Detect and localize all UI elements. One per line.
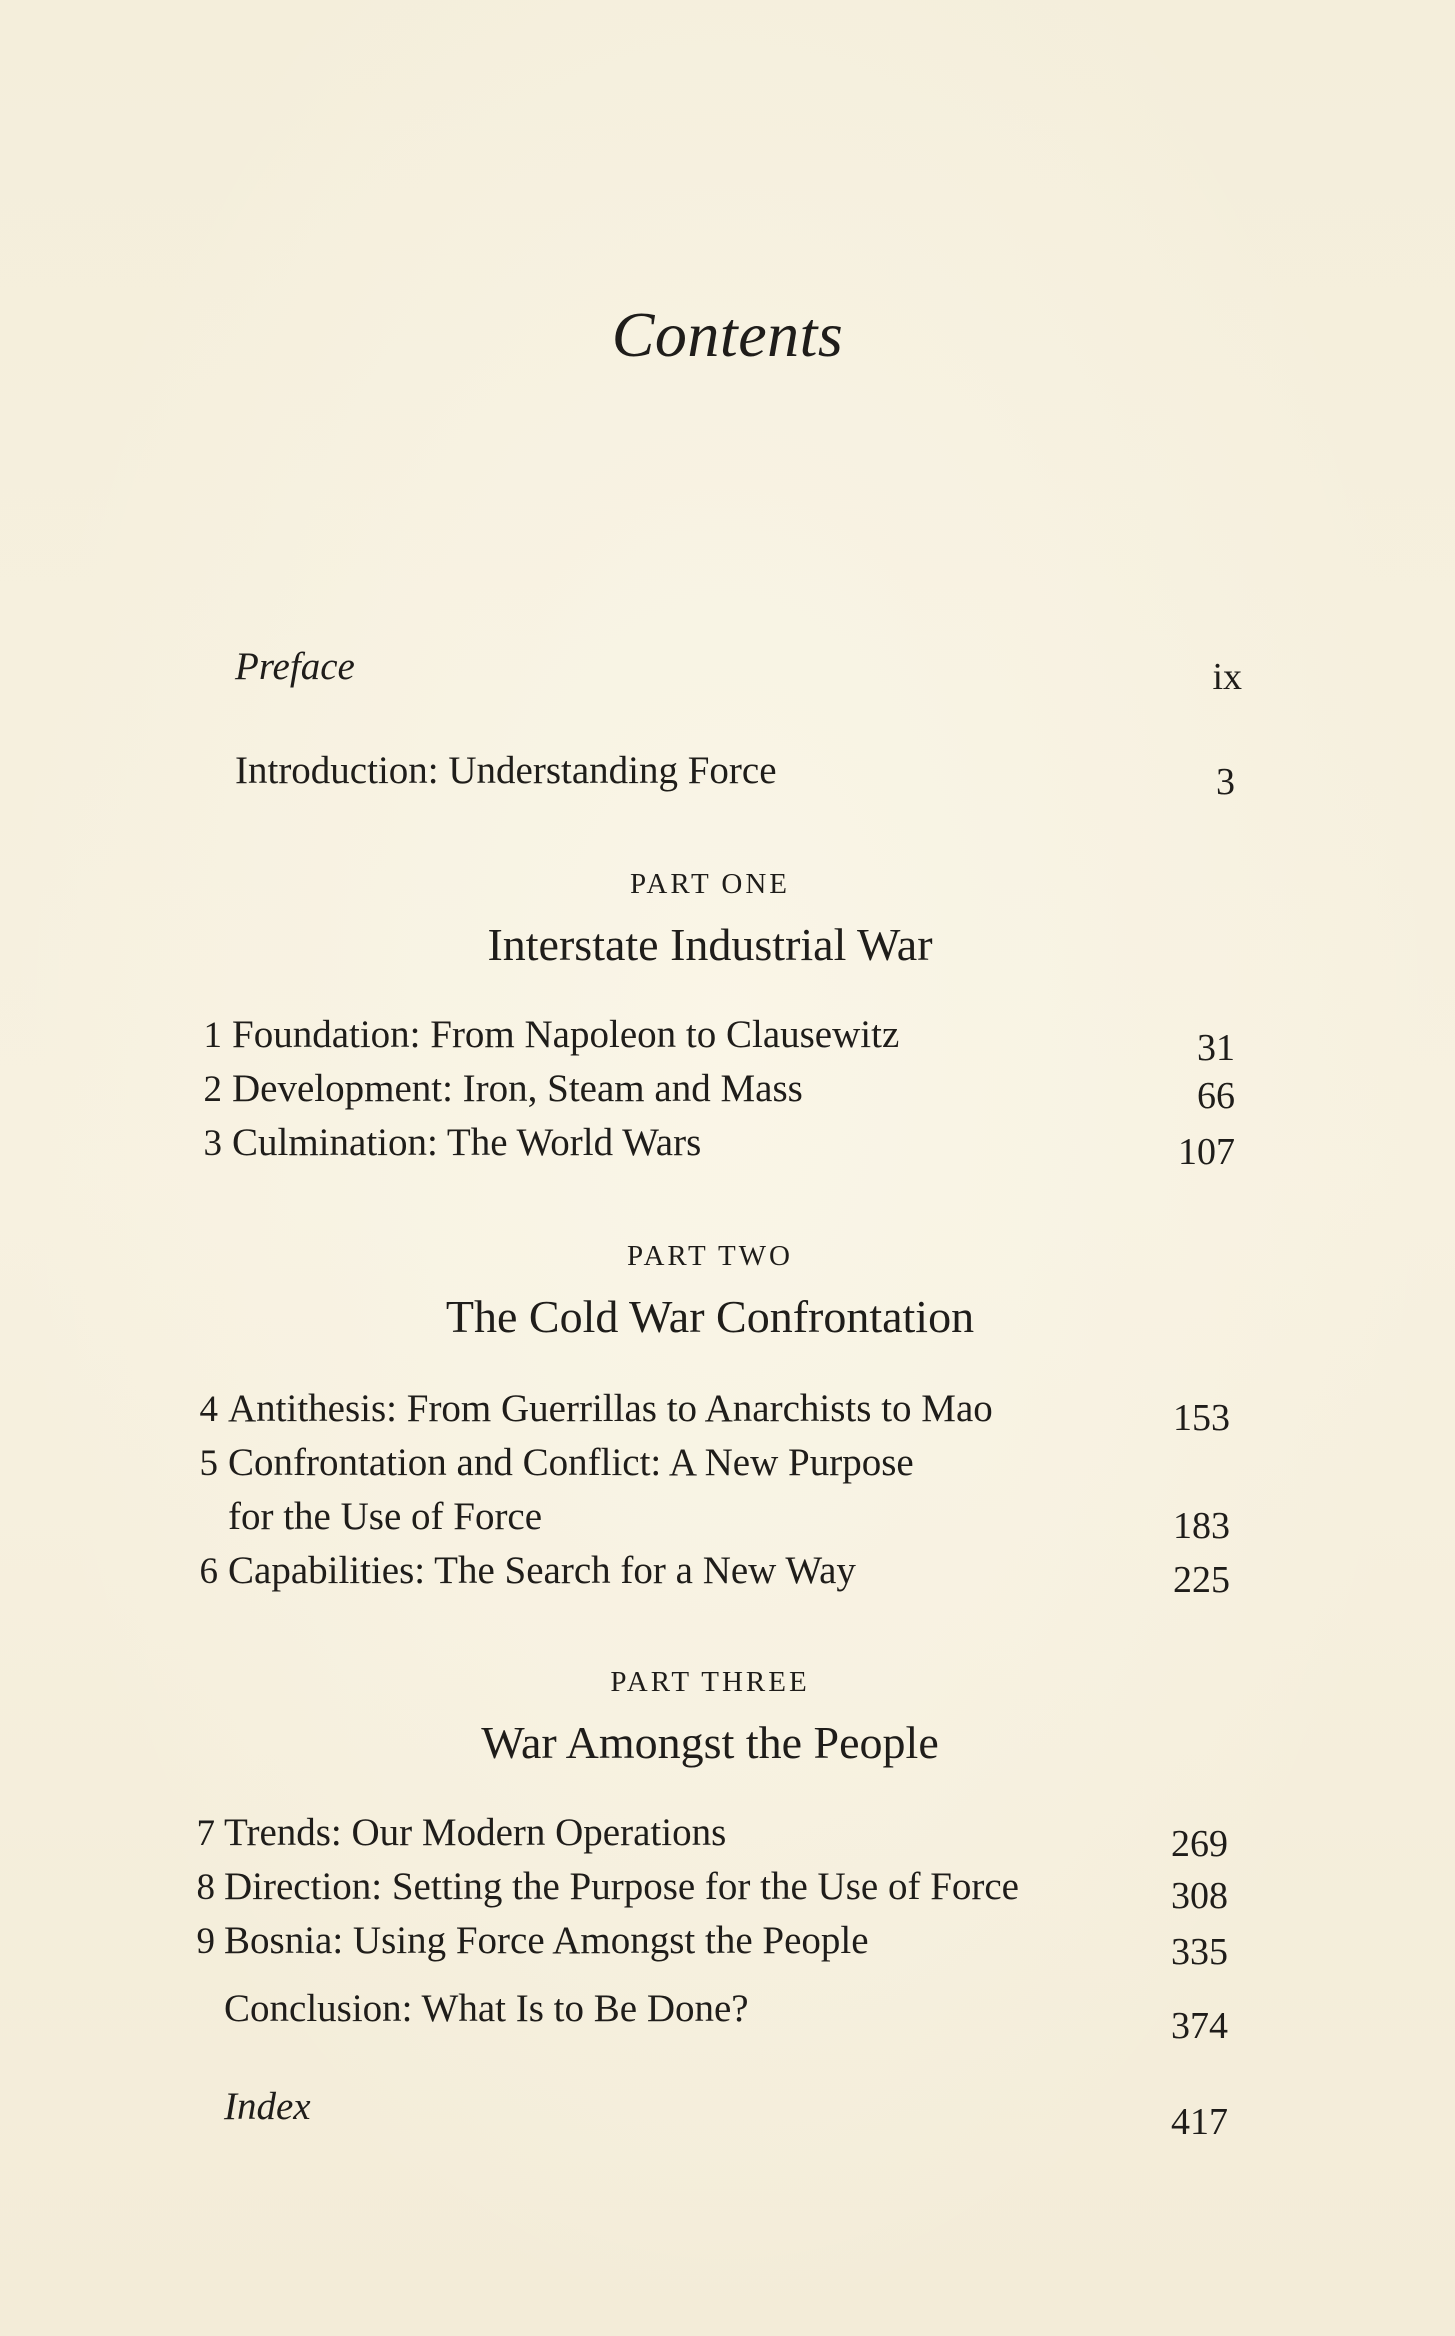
part-label: PART TWO <box>627 1240 793 1272</box>
chapter-number: 8 <box>196 1867 215 1908</box>
toc-page-chapter: 308 <box>1171 1875 1228 1917</box>
toc-page-index: 417 <box>1171 2101 1228 2143</box>
chapter-number: 6 <box>199 1551 218 1592</box>
toc-entry-chapter: Development: Iron, Steam and Mass <box>232 1067 803 1110</box>
toc-page-chapter: 66 <box>1197 1075 1235 1117</box>
toc-entry-chapter-continued: for the Use of Force <box>228 1495 543 1538</box>
toc-entry-chapter: Capabilities: The Search for a New Way <box>228 1549 856 1592</box>
part-title: Interstate Industrial War <box>487 919 933 970</box>
toc-entry-chapter: Foundation: From Napoleon to Clausewitz <box>232 1013 900 1056</box>
toc-page-introduction: 3 <box>1216 761 1235 803</box>
toc-page-chapter: 153 <box>1173 1397 1230 1439</box>
part-label: PART THREE <box>610 1666 810 1698</box>
toc-page-chapter: 107 <box>1178 1131 1235 1173</box>
chapter-number: 2 <box>203 1069 222 1110</box>
toc-entry-chapter: Antithesis: From Guerrillas to Anarchists to Mao <box>228 1387 993 1430</box>
toc-entry-chapter: Direction: Setting the Purpose for the Use of Force <box>224 1865 1019 1908</box>
toc-page-preface: ix <box>1212 656 1242 698</box>
toc-entry-chapter: Trends: Our Modern Operations <box>224 1811 727 1854</box>
page-title: Contents <box>611 299 844 370</box>
chapter-number: 5 <box>199 1443 218 1484</box>
toc-page-chapter: 335 <box>1171 1931 1228 1973</box>
toc-page-conclusion: 374 <box>1171 2005 1228 2047</box>
toc-entry-preface: Preface <box>235 645 355 688</box>
chapter-number: 4 <box>199 1389 218 1430</box>
toc-entry-chapter: Bosnia: Using Force Amongst the People <box>224 1919 869 1962</box>
toc-entry-chapter: Confrontation and Conflict: A New Purpose <box>228 1441 914 1484</box>
chapter-number: 9 <box>196 1921 215 1962</box>
chapter-number: 3 <box>203 1123 222 1164</box>
part-title: The Cold War Confrontation <box>445 1291 975 1342</box>
toc-entry-conclusion: Conclusion: What Is to Be Done? <box>224 1987 749 2030</box>
toc-page-chapter: 225 <box>1173 1559 1230 1601</box>
part-label: PART ONE <box>629 868 791 900</box>
part-title: War Amongst the People <box>481 1717 939 1768</box>
toc-entry-introduction: Introduction: Understanding Force <box>235 749 777 792</box>
toc-page-chapter: 183 <box>1173 1505 1230 1547</box>
toc-page-chapter: 31 <box>1197 1027 1235 1069</box>
toc-entry-chapter: Culmination: The World Wars <box>232 1121 702 1164</box>
toc-page-chapter: 269 <box>1171 1823 1228 1865</box>
toc-entry-index: Index <box>224 2085 311 2128</box>
chapter-number: 7 <box>196 1813 215 1854</box>
chapter-number: 1 <box>203 1015 222 1056</box>
